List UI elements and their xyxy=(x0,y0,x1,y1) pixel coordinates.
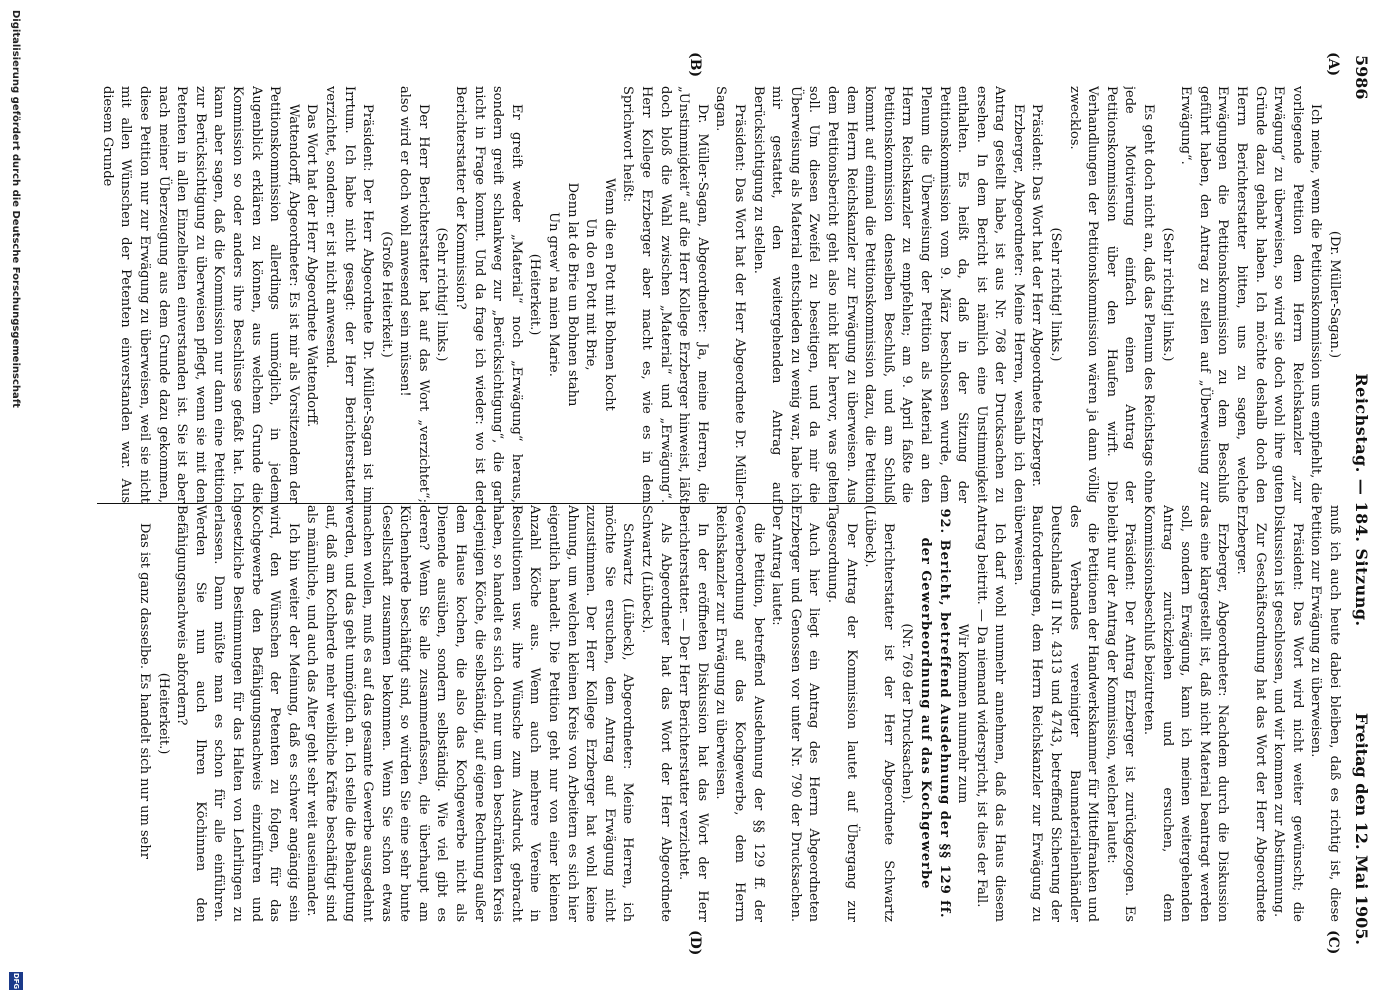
page-date: Freitag den 12. Mai 1905. xyxy=(1352,712,1371,945)
paragraph: Ich meine, wenn die Petitionskommission uns empfiehlt, die vorliegende Petition dem Herrn Reichskanzler „zur Erwägung“ zu überweisen, so wird sie doch wohl ihre guten Gründe dazu gehabt haben. Ich möchte deshalb doch den Herrn Berichterstatter bitten, uns zu sagen, welche Erwägungen die Petitionskommission zu dem Beschluß geführt haben, den Antrag zu stellen auf „Überweisung zur Erwägung“. xyxy=(1178,86,1324,503)
paragraph: Auch hier liegt ein Antrag des Herrn Abgeordneten Erzberger und Genossen vor unter Nr. 790 der Drucksachen. Der Antrag lautet: xyxy=(769,505,822,922)
paragraph: Der Antrag der Kommission lautet auf Übergang zur Tagesordnung. xyxy=(824,505,859,922)
verse-line: Wenn die en Pott mit Bohnen kocht xyxy=(601,178,617,411)
paragraph: Dr. Müller-Sagan, Abgeordneter: Ja, meine Herren, die „Unstimmigkeit“ auf die Herr Kollege Erzberger hinweist, läßt doch bloß die Wahl zwischen „Material“ und „Erwägung“. Herr Kollege Erzberger aber macht es, wie es in dem Sprichwort heißt: xyxy=(620,86,710,503)
margin-mark-b: (B) xyxy=(687,52,703,78)
paragraph: Ich bin weiter der Meinung, daß es schwer angängig sein wird, den Wünschen der Petenten zu folgen, für das Kochgewerbe den Befähigungsnachweis einzuführen und gesetzliche Bestimmungen für das Halten von Lehrlingen zu erlassen. Dann müßte man es schon für alle einführen. Werden Sie nun auch Ihren Köchinnen den Befähigungsnachweis abfordern? xyxy=(174,505,301,922)
paragraph: Zur Geschäftsordnung hat das Wort der Herr Abgeordnete Erzberger. xyxy=(1234,505,1268,922)
paragraph: Präsident: Der Antrag Erzberger ist zurückgezogen. Es bleibt nur der Antrag der Kommission, welcher lautet: xyxy=(1103,505,1138,922)
paragraph: Das Wort hat der Herr Abgeordnete Wattendorff. xyxy=(304,104,320,428)
paragraph: die Petition, betreffend Ausdehnung der §§ 129 ff. der Gewerbeordnung auf das Kochgewerbe, dem Herrn Reichskanzler zur Erwägung zu überweisen. xyxy=(713,505,766,922)
margin-mark-d: (D) xyxy=(687,930,703,956)
paragraph: Schwartz (Lübeck), Abgeordneter: Meine Herren, ich möchte Sie ersuchen, dem Antrag auf Erwägung nicht zuzustimmen. Der Herr Kollege Erzberger hat wohl keine Ahnung, um welchen kleinen Kreis von Arbeitern es sich hier eigentlich handelt. Die Petition geht nur von einer kleinen Anzahl Köche aus. Wenn auch mehrere Vereine in Resolutionen usw. ihre Wünsche zum Ausdruck gebracht haben, so handelt es sich doch nur um den beschränkten Kreis derjenigen Köche, die selbständig, auf eigene Rechnung außer dem Hause kochen, die also das Kochgewerbe nicht als Dienende ausüben, sondern selbständig. Wie viel gibt es deren? Wenn Sie alle zusammenfassen, die überhaupt am Küchenherde beschäftigt sind, so würden Sie eine sehr bunte Gesellschaft zusammen bekommen. Wenn Sie schon etwas machen wollen, muß es auf das gesamte Gewerbe ausgedehnt werden, und das geht unmöglich an. Ich stelle die Behauptung auf, daß am Kochherde mehr weibliche Kräfte beschäftigt sind als männliche, und auch das Alter geht sehr weit auseinander. xyxy=(304,505,636,922)
paragraph: (Heiterkeit.) xyxy=(155,672,171,755)
paragraph: Ich darf wohl nunmehr annehmen, daß das Haus diesem Antrag beitritt. — Da niemand widerspricht, ist dies der Fall. xyxy=(973,505,1008,922)
paragraph: (Heiterkeit.) xyxy=(527,253,543,336)
paragraph: die Petitionen der Handwerkskammer für Mittelfranken und des Verbandes vereinigter Baumaterialienhändler Deutschlands II Nr. 4313 und 4743, betreffend Sicherung der Bauforderungen, dem Herrn Reichskanzler zur Erwägung zu überweisen. xyxy=(1010,505,1101,922)
paragraph: Als Abgeordneter hat das Wort der Herr Abgeordnete Schwartz (Lübeck). xyxy=(639,505,673,922)
paragraph: Präsident: Der Herr Abgeordnete Dr. Müller-Sagan ist im Irrtum. Ich habe nicht gesagt: der Herr Berichterstatter verzichtet, sondern: er ist nicht anwesend. xyxy=(322,86,376,503)
paragraph: Präsident: Das Wort hat der Herr Abgeordnete Erzberger. xyxy=(1029,104,1045,487)
section-heading: 92. Bericht, betreffend Ausdehnung der §§ 129 ff. der Gewerbeordnung auf das Kochgewerbe xyxy=(917,508,952,919)
left-column xyxy=(98,86,1343,503)
page-title: Reichstag. — 184. Sitzung. xyxy=(1352,373,1371,627)
verse-line: Un do en Pott mit Brie, xyxy=(583,218,599,371)
margin-mark-a: (A) xyxy=(1325,52,1341,77)
margin-mark-c: (C) xyxy=(1325,930,1341,955)
paragraph: Er greift weder „Material“ noch „Erwägung“ heraus, sondern greift schlankweg zur „Berücksichtigung“, die gar nicht in Frage kommt. Und da frage ich wieder: wo ist der Berichterstatter der Kommission? xyxy=(453,86,524,503)
right-column xyxy=(98,505,1343,922)
digitization-credit: Digitalisierung gefördert durch die Deutsche Forschungsgemeinschaft xyxy=(10,10,21,408)
paragraph: (Dr. Müller-Sagan.) xyxy=(1327,230,1342,359)
paragraph: Wir kommen nunmehr zum xyxy=(955,623,971,804)
paragraph: Präsident: Das Wort hat der Herr Abgeordnete Dr. Müller-Sagan. xyxy=(713,86,747,503)
paragraph: Präsident: Das Wort wird nicht weiter gewünscht; die Diskussion ist geschlossen, und wir kommen zur Abstimmung. xyxy=(1271,505,1305,922)
dfg-logo: DFG xyxy=(9,972,23,990)
paragraph: Erzberger, Abgeordneter: Nachdem durch die Diskussion das eine klargestellt ist, daß nicht Material beantragt werden soll, sondern Erwägung, kann ich meinen weitergehenden Antrag zurückziehen und ersuchen, dem Kommissionsbeschluß beizutreten. xyxy=(1141,505,1231,922)
paragraph: Das ist ganz dasselbe. Es handelt sich nur um sehr xyxy=(137,523,152,859)
paragraph: (Sehr richtig! links.) xyxy=(434,227,450,362)
paragraph: muß ich auch heute dabei bleiben, daß es richtig ist, diese Petition zur Erwägung zu überweisen. xyxy=(1308,505,1342,922)
paragraph: In der eröffneten Diskussion hat das Wort der Herr Berichterstatter. — Der Herr Berichterstatter verzichtet. xyxy=(676,505,710,922)
page-header xyxy=(1345,55,1371,945)
paragraph: Wattendorff, Abgeordneter: Es ist mir als Vorsitzendem der Petitionskommission allerdings unmöglich, in jedem Augenblick erklären zu können, aus welchem Grunde die Kommission so oder anders ihre Beschlüsse gefaßt hat. Ich kann aber sagen, daß die Kommission nur dann eine Petition zur Berücksichtigung zu überweisen pflegt, wenn sie mit den Petenten in allen Einzelheiten einverstanden ist. Sie ist aber nach meiner Überzeugung aus dem Grunde dazu gekommen, diese Petition nur zur Erwägung zu überweisen, weil sie nicht mit allen Wünschen der Petenten einverstanden war. Aus diesem Grunde xyxy=(99,86,301,503)
paragraph: (Nr. 769 der Drucksachen). xyxy=(899,623,915,804)
paragraph: Es geht doch nicht an, daß das Plenum des Reichstags ohne jede Motivierung einfach einen Antrag der Petitionskommission über den Haufen wirft. Die Verhandlungen der Petitionskommission wären ja dann völlig zwecklos. xyxy=(1066,86,1157,503)
paragraph: Der Herr Berichterstatter hat auf das Wort „verzichtet“; also wird er doch wohl anwesend sein müssen! xyxy=(397,86,431,503)
column-divider xyxy=(97,503,897,504)
verse-line: Denn lat de Brie un Bohnen stahn xyxy=(564,182,580,407)
paragraph: (Große Heiterkeit.) xyxy=(378,231,394,358)
page-number: 5986 xyxy=(1352,55,1371,100)
verse-line: Un grew' na mien Marie. xyxy=(546,212,562,377)
paragraph: Berichterstatter ist der Herr Abgeordnete Schwartz (Lübeck). xyxy=(862,505,896,922)
paragraph: (Sehr richtig! links.) xyxy=(1048,227,1064,362)
paragraph: Erzberger, Abgeordneter: Meine Herren, weshalb ich den Antrag gestellt habe, ist aus Nr. 768 der Drucksachen zu ersehen. In dem Bericht ist nämlich eine Unstimmigkeit enthalten. Es heißt da, daß in der Sitzung der Petitionskommission vom 9. März beschlossen wurde, dem Plenum die Überweisung der Petition als Material an den Herrn Reichskanzler zu empfehlen; am 9. April faßte die Petitionskommission denselben Beschluß, und am Schluß kommt auf einmal die Petitionskommission dazu, die Petition dem Herrn Reichskanzler zur Erwägung zu überweisen. Aus dem Petitionsbericht geht also nicht klar hervor, was gelten soll. Um diesen Zweifel zu beseitigen, und da mir die Überweisung als Material entschieden zu wenig war, habe ich mir gestattet, den weitergehenden Antrag auf Berücksichtigung zu stellen. xyxy=(750,86,1026,503)
paragraph: (Sehr richtig! links.) xyxy=(1159,227,1175,362)
